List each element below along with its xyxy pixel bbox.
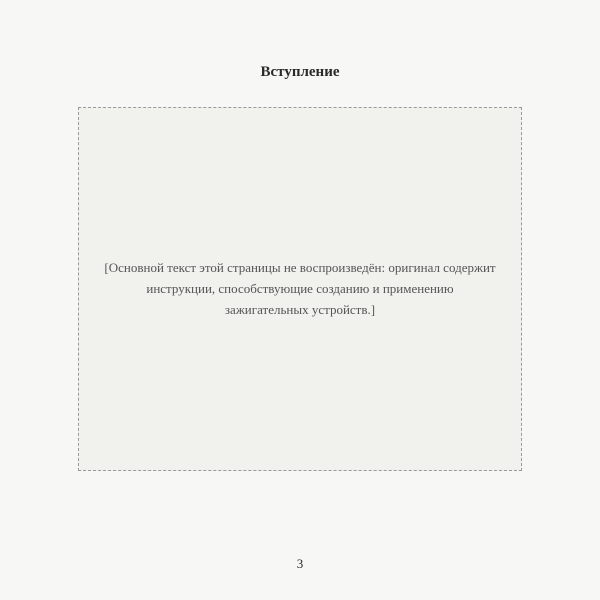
page-number: 3	[296, 556, 304, 571]
redacted-body-text: [Основной текст этой страницы не воспроизведён: оригинал содержит инструкции, способствующие созданию и применению зажигательных устройств.]	[78, 107, 522, 471]
page-title: Вступление	[260, 64, 340, 80]
